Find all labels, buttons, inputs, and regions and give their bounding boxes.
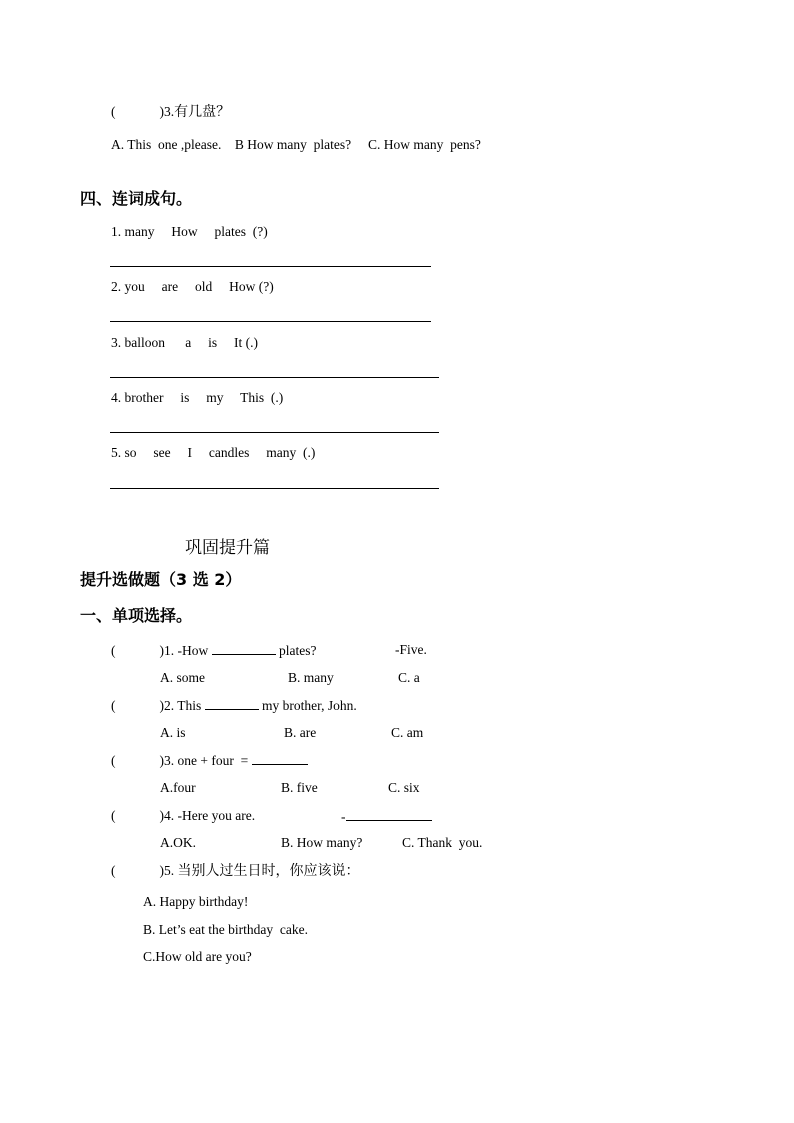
option-c: C. am [391,725,424,740]
question-text: 有几盘？ [174,104,231,120]
option-a: A. some [160,670,205,685]
mc-question-2 [111,696,357,715]
option-a: A.four [160,780,196,795]
mc-question-4 [111,807,255,825]
answer-paren: ( [111,643,116,658]
section-title: 巩固提升篇 [185,538,270,558]
option-b: B. five [281,780,318,795]
fill-blank[interactable] [346,807,432,821]
answer-line-5[interactable] [110,488,439,489]
mc-question-5 [111,862,360,880]
fill-blank[interactable] [212,641,276,655]
answer-line-1[interactable] [110,266,431,267]
question-text: 当别人过生日时，你应该说： [177,863,360,879]
answer-paren: ( [111,808,116,823]
reorder-item-2: 2. you are old How (?) [111,279,274,294]
option-b: B. many [288,670,334,685]
option-c: C. six [388,780,420,795]
mc-question-3 [111,751,308,770]
option-a: A. Happy birthday! [143,894,249,909]
question-3-options: A. This one ,please. B How many plates? C. How many pens? [111,137,481,152]
answer-line-4[interactable] [110,432,439,433]
question-number: )3. [159,104,175,119]
reorder-item-1: 1. many How plates (?) [111,224,268,239]
fill-blank[interactable] [205,696,259,710]
mc-question-1 [111,641,316,660]
question-stem: )3. one + four = [159,753,252,768]
option-a: A. is [160,725,186,740]
option-c: C. a [398,670,420,685]
answer-line-3[interactable] [110,377,439,378]
option-b: B. How many? [281,835,363,850]
mc-question-4-reply [341,807,432,826]
section-4-heading: 四、连词成句。 [80,189,193,208]
option-a: A.OK. [160,835,196,850]
question-stem: )1. -How [159,643,212,658]
option-c: C. Thank you. [402,835,483,850]
option-b: B. are [284,725,317,740]
reorder-item-5: 5. so see I candles many (.) [111,445,316,460]
question-stem-end: plates? [275,643,317,658]
reorder-item-3: 3. balloon a is It (.) [111,335,258,350]
option-b: B. Let’s eat the birthday cake. [143,922,308,937]
section-subtitle: 提升选做题（3 选 2） [80,570,242,589]
reply-dash: - [341,809,346,824]
answer-paren: ( [111,104,116,119]
section-1-heading: 一、单项选择。 [80,606,193,625]
option-c: C.How old are you? [143,949,252,964]
fill-blank[interactable] [252,751,308,765]
mc-question-1-answer: -Five. [395,642,427,657]
question-3-line [111,103,230,121]
question-stem: )2. This [159,698,205,713]
answer-paren: ( [111,863,116,878]
reorder-item-4: 4. brother is my This (.) [111,390,284,405]
answer-paren: ( [111,753,116,768]
question-stem: )5. [159,863,175,878]
answer-line-2[interactable] [110,321,431,322]
question-stem: )4. -Here you are. [159,808,256,823]
answer-paren: ( [111,698,116,713]
question-stem-end: my brother, John. [258,698,357,713]
